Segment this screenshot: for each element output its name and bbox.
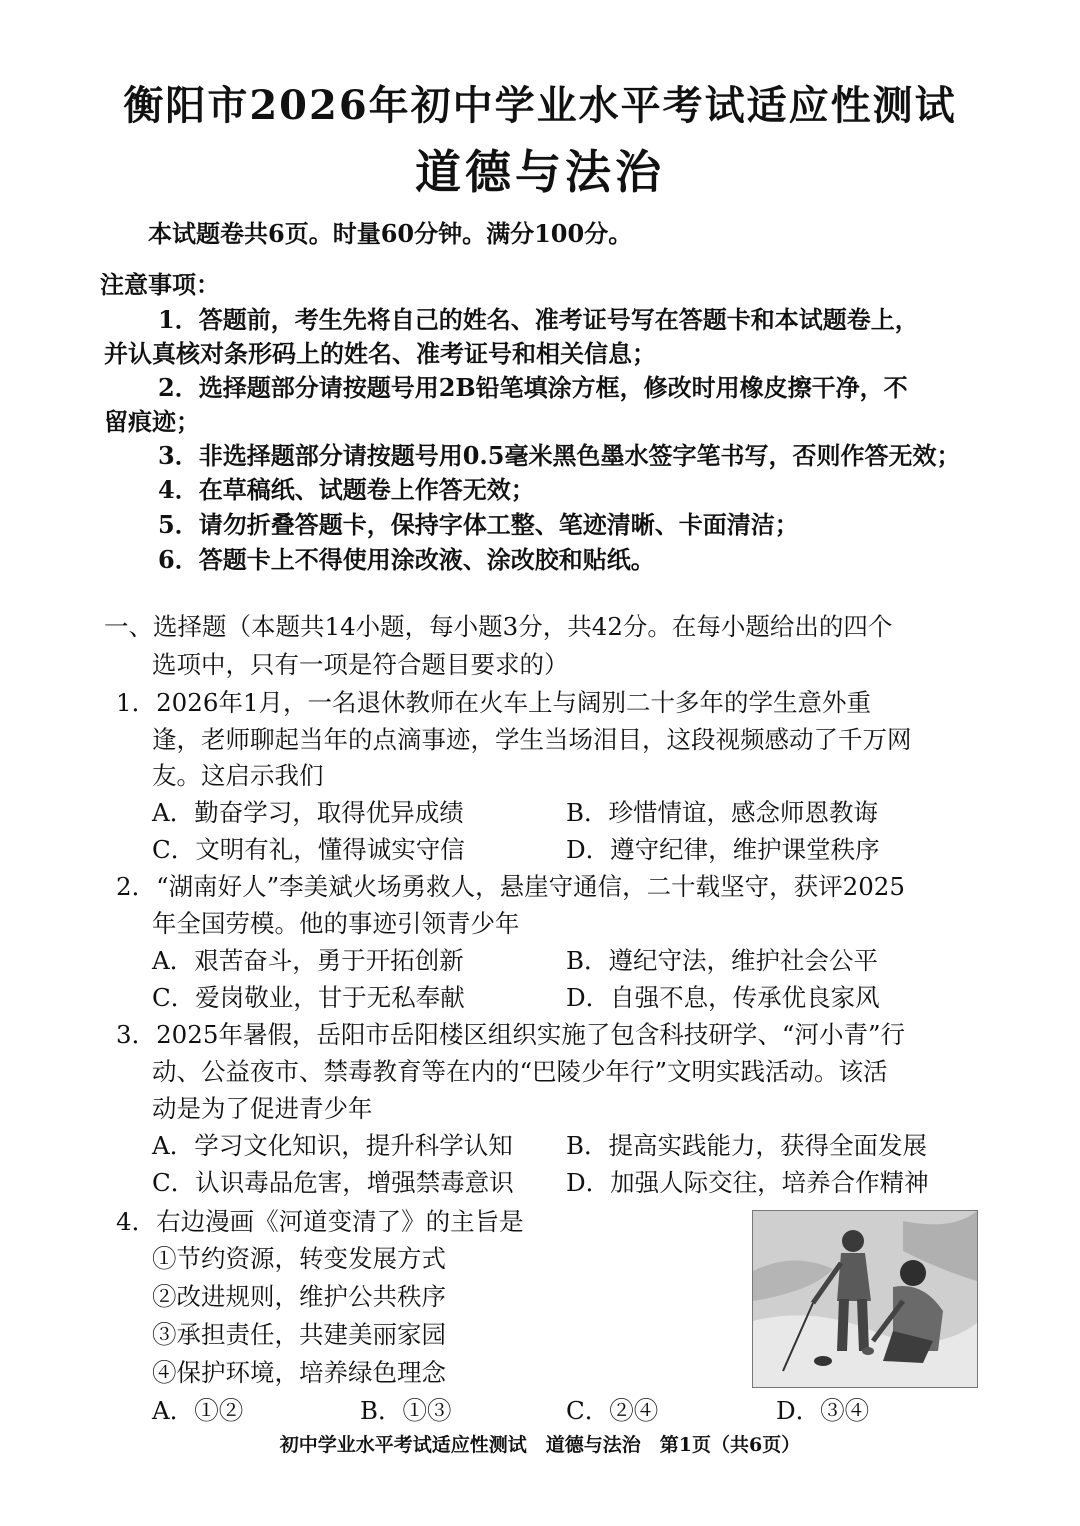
notice-line: 2．选择题部分请按题号用2B铅笔填涂方框，修改时用橡皮擦干净，不 [158, 373, 908, 402]
notice-line: 并认真核对条形码上的姓名、准考证号和相关信息； [104, 339, 656, 368]
question-text: 友。这启示我们 [152, 761, 324, 790]
section-heading: 一、选择题（本题共14小题，每小题3分，共42分。在每小题给出的四个 [104, 612, 893, 641]
question-text: 3．2025年暑假，岳阳市岳阳楼区组织实施了包含科技研学、“河小青”行 [116, 1020, 905, 1049]
question-text: 2．“湖南好人”李美斌火场勇救人，悬崖守通信，二十载坚守，获评2025 [116, 872, 905, 901]
cartoon-image [752, 1210, 978, 1388]
option-d: D．遵守纪律，维护课堂秩序 [566, 835, 880, 864]
exam-title: 衡阳市2026年初中学业水平考试适应性测试 [123, 82, 957, 129]
option-c: C．②④ [566, 1396, 659, 1425]
option-a: A．学习文化知识，提升科学认知 [152, 1131, 513, 1160]
statement: ③承担责任，共建美丽家园 [152, 1320, 446, 1349]
option-c: C．认识毒品危害，增强禁毒意识 [152, 1168, 514, 1197]
notice-line: 6．答题卡上不得使用涂改液、涂改胶和贴纸。 [158, 545, 655, 574]
statement: ④保护环境，培养绿色理念 [152, 1358, 446, 1387]
exam-info: 本试题卷共6页。时量60分钟。满分100分。 [148, 219, 633, 248]
question-text: 动、公益夜市、禁毒教育等在内的“巴陵少年行”文明实践活动。该活 [152, 1057, 888, 1086]
notice-line: 1．答题前，考生先将自己的姓名、准考证号写在答题卡和本试题卷上， [158, 305, 919, 334]
question-text: 逢，老师聊起当年的点滴事迹，学生当场泪目，这段视频感动了千万网 [152, 725, 912, 754]
question-text: 4．右边漫画《河道变清了》的主旨是 [116, 1207, 524, 1236]
statement: ①节约资源，转变发展方式 [152, 1244, 446, 1273]
notice-line: 4．在草稿纸、试题卷上作答无效； [158, 475, 535, 504]
cartoon-drawing [753, 1211, 977, 1387]
option-c: C．爱岗敬业，甘于无私奉献 [152, 983, 465, 1012]
notice-title: 注意事项： [100, 271, 220, 299]
question-text: 1．2026年1月，一名退休教师在火车上与阔别二十多年的学生意外重 [116, 688, 872, 717]
statement: ②改进规则，维护公共秩序 [152, 1282, 446, 1311]
option-c: C．文明有礼，懂得诚实守信 [152, 835, 465, 864]
subject-title: 道德与法治 [415, 145, 665, 199]
notice-line: 3．非选择题部分请按题号用0.5毫米黑色墨水签字笔书写，否则作答无效； [158, 441, 961, 470]
section-heading: 选项中，只有一项是符合题目要求的） [152, 650, 569, 679]
option-b: B．遵纪守法，维护社会公平 [566, 946, 879, 975]
option-b: B．提高实践能力，获得全面发展 [566, 1131, 928, 1160]
notice-line: 5．请勿折叠答题卡，保持字体工整、笔迹清晰、卡面清洁； [158, 510, 799, 539]
notice-line: 留痕迹； [104, 407, 200, 436]
question-text: 动是为了促进青少年 [152, 1094, 373, 1123]
question-text: 年全国劳模。他的事迹引领青少年 [152, 909, 520, 938]
page-footer: 初中学业水平考试适应性测试 道德与法治 第1页（共6页） [279, 1434, 801, 1456]
option-a: A．艰苦奋斗，勇于开拓创新 [152, 946, 464, 975]
option-d: D．加强人际交往，培养合作精神 [566, 1168, 929, 1197]
option-a: A．勤奋学习，取得优异成绩 [152, 798, 464, 827]
option-b: B．①③ [360, 1396, 452, 1425]
option-d: D．③④ [776, 1396, 870, 1425]
option-a: A．①② [152, 1396, 244, 1425]
option-d: D．自强不息，传承优良家风 [566, 983, 880, 1012]
option-b: B．珍惜情谊，感念师恩教诲 [566, 798, 879, 827]
